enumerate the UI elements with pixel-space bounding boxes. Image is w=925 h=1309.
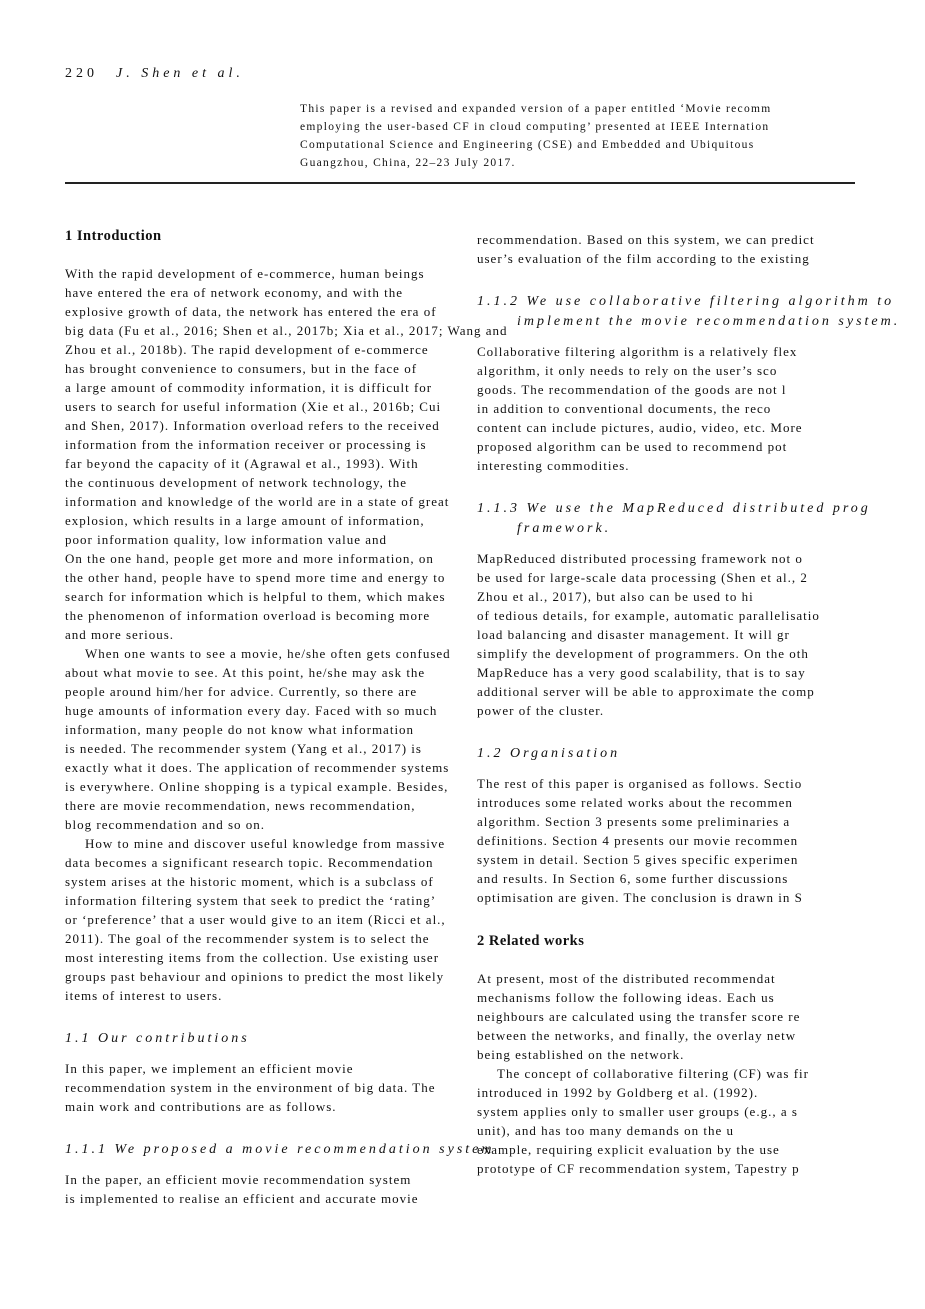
text-line: poor information quality, low information value and [65,532,388,547]
text-line: information, many people do not know what information [65,722,415,737]
text-line: example, requiring explicit evaluation by the use [477,1142,780,1157]
text-line: system arises at the historic moment, which is a subclass of [65,874,434,889]
footnote-line: Computational Science and Engineering (CSE) and Embedded and Ubiquitous [300,139,755,151]
text-line: optimisation are given. The conclusion is drawn in S [477,890,803,905]
text-line: With the rapid development of e-commerce, human beings [65,266,425,281]
text-line: The rest of this paper is organised as follows. Sectio [477,776,803,791]
text-line: MapReduced distributed processing framework not o [477,551,803,566]
text-line: introduces some related works about the recommen [477,795,793,810]
text-line: simplify the development of programmers. On the oth [477,646,809,661]
text-line: content can include pictures, audio, video, etc. More [477,420,803,435]
text-line: user’s evaluation of the film according to the existing [477,251,810,266]
text-line: main work and contributions are as follows. [65,1099,337,1114]
section-1-1-3-heading: 1.1.3 We use the MapReduced distributed prog [477,501,871,516]
text-line: recommendation. Based on this system, we can predict [477,232,815,247]
text-line: about what movie to see. At this point, he/she may ask the [65,665,426,680]
text-line: the phenomenon of information overload is becoming more [65,608,431,623]
text-line: data becomes a significant research topic. Recommendation [65,855,434,870]
text-line: interesting commodities. [477,458,630,473]
text-line: have entered the era of network economy, and with the [65,285,404,300]
section-1-1-heading: 1.1 Our contributions [65,1031,250,1046]
text-line: information and knowledge of the world are in a state of great [65,494,450,509]
text-line: and Shen, 2017). Information overload refers to the received [65,418,440,433]
text-line: definitions. Section 4 presents our movie recommen [477,833,799,848]
title-footnote [300,100,925,172]
text-line: items of interest to users. [65,988,223,1003]
text-line: is needed. The recommender system (Yang et al., 2017) is [65,741,422,756]
text-line: algorithm. Section 3 presents some preliminaries a [477,814,791,829]
text-line: big data (Fu et al., 2016; Shen et al., 2017b; Xia et al., 2017; Wang and [65,323,508,338]
related-works-paragraph-2 [477,1064,925,1178]
text-line: The concept of collaborative filtering (CF) was fir [497,1066,809,1081]
page-number: 220 [65,66,98,81]
text-line: between the networks, and finally, the overlay netw [477,1028,797,1043]
section-1-1-2-heading: 1.1.2 We use collaborative filtering algorithm to [477,294,895,309]
text-line: blog recommendation and so on. [65,817,266,832]
text-line: algorithm, it only needs to rely on the user’s sco [477,363,778,378]
text-line: explosive growth of data, the network has entered the era of [65,304,437,319]
text-line: in addition to conventional documents, the reco [477,401,772,416]
related-works-paragraph-1 [477,969,925,1064]
text-line: power of the cluster. [477,703,605,718]
organisation-paragraph [477,774,925,907]
text-line: In this paper, we implement an efficient movie [65,1061,354,1076]
text-line: huge amounts of information every day. Faced with so much [65,703,438,718]
text-line: and results. In Section 6, some further discussions [477,871,789,886]
text-line: 2011). The goal of the recommender system is to select the [65,931,430,946]
header-rule [65,182,855,184]
text-line: there are movie recommendation, news recommendation, [65,798,416,813]
text-line: users to search for useful information (Xie et al., 2016b; Cui [65,399,442,414]
text-line: the other hand, people have to spend more time and energy to [65,570,446,585]
text-line: recommendation system in the environment of big data. The [65,1080,436,1095]
text-line: most interesting items from the collection. Use existing user [65,950,440,965]
text-line: system in detail. Section 5 gives specific experimen [477,852,799,867]
text-line: additional server will be able to approximate the comp [477,684,815,699]
footnote-line: Guangzhou, China, 22–23 July 2017. [300,157,516,169]
text-line: information from the information receiver or processing is [65,437,427,452]
text-line: groups past behaviour and opinions to predict the most likely [65,969,445,984]
text-line: search for information which is helpful to them, which makes [65,589,446,604]
text-line: goods. The recommendation of the goods are not l [477,382,787,397]
text-line: Collaborative filtering algorithm is a relatively flex [477,344,798,359]
text-line: information filtering system that seek to predict the ‘rating’ [65,893,437,908]
text-line: is implemented to realise an efficient and accurate movie [65,1191,419,1206]
text-line: being established on the network. [477,1047,685,1062]
text-line: people around him/her for advice. Currently, so there are [65,684,418,699]
text-line: load balancing and disaster management. It will gr [477,627,790,642]
text-line: In the paper, an efficient movie recommendation system [65,1172,412,1187]
text-line: At present, most of the distributed recommendat [477,971,776,986]
text-line: unit), and has too many demands on the u [477,1123,734,1138]
text-line: is everywhere. Online shopping is a typical example. Besides, [65,779,449,794]
text-line: On the one hand, people get more and more information, on [65,551,434,566]
text-line: of tedious details, for example, automatic parallelisatio [477,608,820,623]
text-line: has brought convenience to consumers, but in the face of [65,361,418,376]
section-1-heading: 1 Introduction [65,228,162,244]
text-line: be used for large-scale data processing (Shen et al., 2 [477,570,808,585]
section-1-1-3-heading-cont: framework. [517,521,612,536]
section-1-1-1-heading: 1.1.1 We proposed a movie recommendation system [65,1142,495,1157]
section-1-2-heading: 1.2 Organisation [477,746,621,761]
text-line: far beyond the capacity of it (Agrawal et al., 1993). With [65,456,419,471]
text-line: a large amount of commodity information, it is difficult for [65,380,433,395]
text-line: proposed algorithm can be used to recommend pot [477,439,788,454]
section-1-1-2-paragraph [477,342,925,475]
text-line: Zhou et al., 2017), but also can be used to hi [477,589,754,604]
right-column [477,230,925,1309]
text-line: and more serious. [65,627,175,642]
continued-paragraph [477,230,925,268]
text-line: mechanisms follow the following ideas. Each us [477,990,775,1005]
text-line: Zhou et al., 2018b). The rapid development of e-commerce [65,342,429,357]
text-line: How to mine and discover useful knowledge from massive [85,836,446,851]
text-line: MapReduce has a very good scalability, that is to say [477,665,806,680]
text-line: the continuous development of network technology, the [65,475,408,490]
section-2-heading: 2 Related works [477,933,585,949]
section-1-1-2-heading-cont: implement the movie recommendation system. [517,314,901,329]
text-line: system applies only to smaller user groups (e.g., a s [477,1104,798,1119]
text-line: When one wants to see a movie, he/she often gets confused [85,646,451,661]
running-authors: J. Shen et al. [116,66,244,81]
text-line: explosion, which results in a large amount of information, [65,513,425,528]
text-line: or ‘preference’ that a user would give to an item (Ricci et al., [65,912,446,927]
section-1-1-3-paragraph [477,549,925,720]
text-line: prototype of CF recommendation system, Tapestry p [477,1161,800,1176]
footnote-line: employing the user-based CF in cloud computing’ presented at IEEE Internation [300,121,770,133]
text-line: neighbours are calculated using the transfer score re [477,1009,801,1024]
text-line: exactly what it does. The application of recommender systems [65,760,450,775]
page-header [65,66,244,82]
footnote-line: This paper is a revised and expanded version of a paper entitled ‘Movie recomm [300,103,772,115]
text-line: introduced in 1992 by Goldberg et al. (1992). [477,1085,759,1100]
